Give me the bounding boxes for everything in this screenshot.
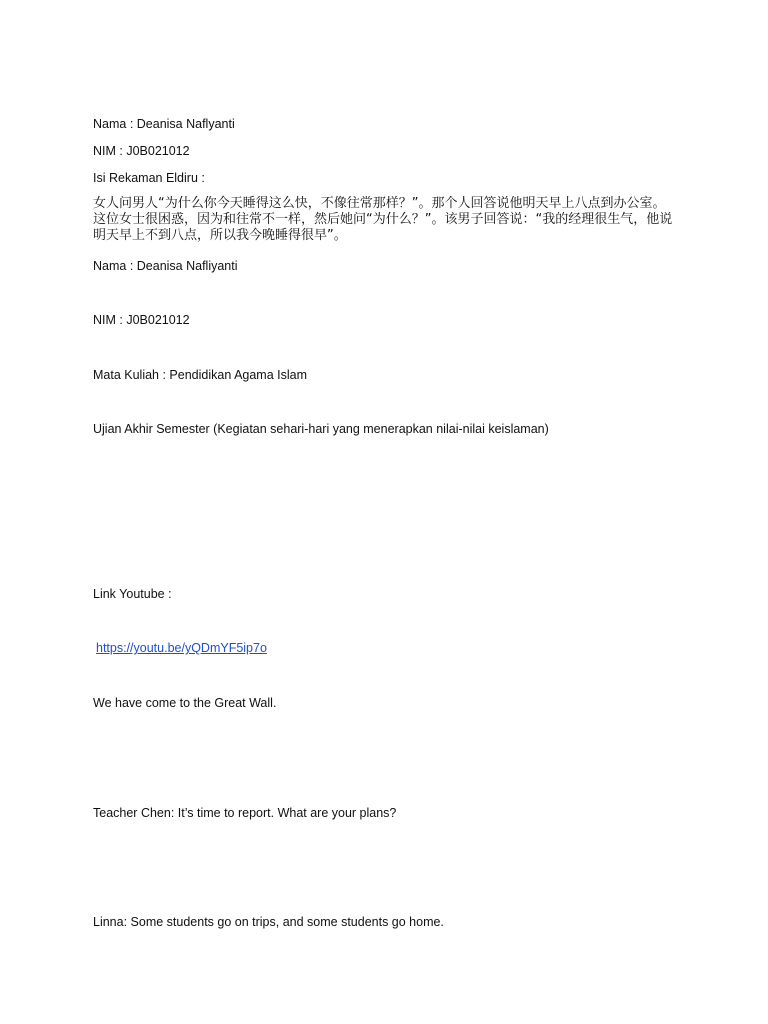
student-name-line-2: Nama : Deanisa Nafliyanti [93,259,238,273]
course-line: Mata Kuliah : Pendidikan Agama Islam [93,368,308,382]
dialogue-line-2: Teacher Chen: It’s time to report. What are your plans? [93,806,397,820]
dialogue-line-3: Linna: Some students go on trips, and some students go home. [93,915,444,929]
student-nim-line-2: NIM : J0B021012 [93,313,190,327]
exam-line: Ujian Akhir Semester (Kegiatan sehari-hari yang menerapkan nilai-nilai keislaman) [93,422,549,436]
student-name-line: Nama : Deanisa Naflyanti [93,117,235,131]
youtube-label: Link Youtube : [93,587,172,601]
student-nim-line: NIM : J0B021012 [93,144,190,158]
youtube-link[interactable]: https://youtu.be/yQDmYF5ip7o [96,641,267,655]
dialogue-line-1: We have come to the Great Wall. [93,696,277,710]
recording-label: Isi Rekaman Eldiru : [93,171,205,185]
recording-transcript: 女人问男人“为什么你今天睡得这么快，不像往常那样？”。那个人回答说他明天早上八点到办公室。这位女士很困惑，因为和往常不一样，然后她问“为什么？”。该男子回答说：“我的经理很生气，他说明天早上不到八点，所以我今晚睡得很早”。 [93,196,673,243]
